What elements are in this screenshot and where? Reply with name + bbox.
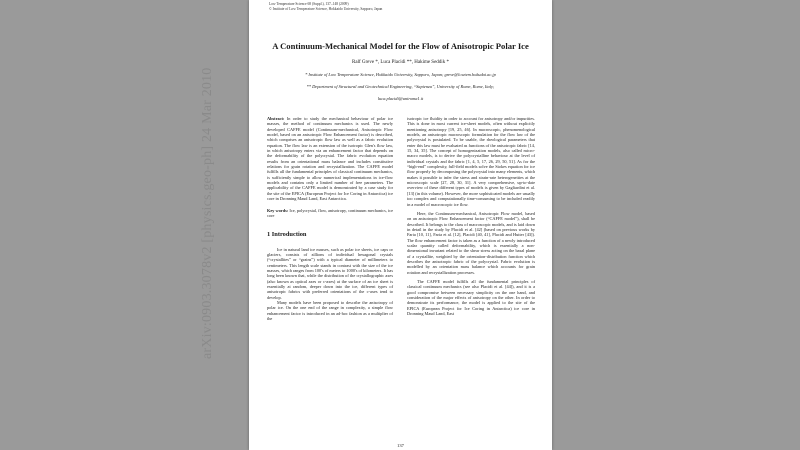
page-number: 137	[397, 443, 404, 448]
paper-title: A Continuum-Mechanical Model for the Flow of Anisotropic Polar Ice	[272, 41, 529, 51]
right-column	[407, 116, 535, 316]
right-paragraph-1: isotropic ice fluidity in order to account for anisotropy and/or impurities. This is done in most current ice-sheet models, often without explicitly mentioning anisotropy [19, 25, 46]. In macroscopic, phenomenological models, an anisotropic macroscopic formulation for the flow law of the polycrystal is postulated. To be usable, the rheological parameters that enter this law must be evaluated as functions of the anisotropic fabric [14, 15, 34, 35]. The concept of homogenization models, also called micro-macro models, is to derive the polycrystalline behaviour at the level of individual crystals and the fabric [1, 4, 5, 17, 26, 29, 50, 51]. As for the “high-end” complexity, full-field models solve the Stokes equation for ice flow properly by decomposing the polycrystal into many elements, which makes it possible to infer the stress and strain-rate heterogeneities at the microscopic scale [27, 28, 30, 31]. A very comprehensive, up-to-date overview of these different types of models is given by Gagliardini et al. [13] (in this volume). However, the more sophisticated models are usually too complex and computationally time-consuming to be included readily in a model of macroscopic ice flow.	[407, 116, 535, 207]
abstract-text: In order to study the mechanical behaviour of polar ice masses, the method of continuum mechanics is used. The newly developed CAFFE model (Continuum-mechanical, Anisotropic Flow model, based on an anisotropic Flow Enhancement factor) is described, which comprises an anisotropic flow law as well as a fabric evolution equation. The flow law is an extension of the isotropic Glen's flow law, in which anisotropy enters via an enhancement factor that depends on the deformability of the polycrystal. The fabric evolution equation results from an orientational mass balance and includes constitutive relations for grain rotation and recrystallization. The CAFFE model fulfills all the fundamental principles of classical continuum mechanics, is sufficiently simple to allow numerical implementations in ice-flow models and contains only a limited number of free parameters. The applicability of the CAFFE model is demonstrated by a case study for the site of the EPICA (European Project for Ice Coring in Antarctica) ice core in Dronning Maud Land, East Antarctica.	[267, 116, 393, 202]
section-heading-introduction: 1 Introduction	[267, 231, 307, 239]
right-paragraph-2: Here, the Continuum-mechanical, Anisotropic Flow model, based on an anisotropic Flow Enhancement factor (“CAFFE model”), shall be described. It belongs to the class of macroscopic models, and is laid down in detail in the study by Placidi et al. [42] (based on previous works by Faria [10, 11], Faria et al. [12], Placidi [40, 41], Placidi and Hutter [43]). The flow enhancement factor is taken as a function of a newly introduced scalar quantity called deformability, which is essentially a non-dimensional invariant related to the shear stress acting on the basal plane of a crystallite, weighted by the orientation-distribution function which describes the anisotropic fabric of the polycrystal. Fabric evolution is modelled by an orientation mass balance which accounts for grain rotation and recrystallization processes.	[407, 210, 535, 275]
right-paragraph-3: The CAFFE model fulfills all the fundamental principles of classical continuum mechanics (see also Placidi et al. [44]), and it is a good compromise between necessary simplicity on the one hand, and consideration of the major effects of anisotropy on the other. In order to demonstrate its performance, the model is applied to the site of the EPICA (European Project for Ice Coring in Antarctica) ice core in Dronning Maud Land, East	[407, 278, 535, 317]
keywords-text: Ice, polycrystal, flow, anisotropy, continuum mechanics, ice core	[267, 207, 394, 218]
intro-paragraph-1: Ice in natural land ice masses, such as polar ice sheets, ice caps or glaciers, consists of zillions of individual hexagonal crystals (“crystallites” or “grains”) with a typical diameter of millimeters to centimeters. This length scale stands in contrast with the size of the ice masses, which ranges from 100's of meters to 1000's of kilometers. It has long been known that, while the distribution of the crystallographic axes (also known as optical axes or c-axes) at the surface of an ice sheet is essentially at random, deeper down into the ice, different types of anisotropic fabrics with preferred orientations of the c-axes tend to develop.	[267, 246, 393, 300]
copyright-line: © Institute of Low Temperature Science, Hokkaido University, Sapporo, Japan	[269, 6, 383, 11]
arxiv-watermark: arXiv:0903.3078v2 [physics.geo-ph] 24 Mar 2010	[200, 67, 215, 359]
abstract-label: Abstract:	[267, 116, 285, 121]
affiliation-1: * Institute of Low Temperature Science, Hokkaido University, Sapporo, Japan; greve@lowtem.hokudai.ac.jp	[305, 72, 496, 77]
left-column	[267, 116, 393, 321]
journal-header	[269, 2, 382, 11]
affiliation-2: ** Department of Structural and Geotechnical Engineering, “Sapienza”, University of Rome, Rome, Italy;	[306, 84, 495, 89]
keywords	[267, 208, 393, 219]
keywords-label: Key words:	[267, 207, 289, 213]
journal-line: Low Temperature Science 68 (Suppl.), 137–148 (2009)	[269, 2, 349, 6]
paper-authors: Ralf Greve *, Luca Placidi **, Hakime Seddik *	[352, 60, 449, 65]
intro-paragraph-2: Many models have been proposed to describe the anisotropy of polar ice. On the one end of the range in complexity, a simple flow enhancement factor is introduced in an ad-hoc fashion as a multiplier of the	[267, 299, 393, 321]
abstract	[267, 116, 393, 202]
affiliation-email: luca.placidi@uniroma1.it	[377, 96, 424, 101]
paper-page	[249, 0, 552, 450]
